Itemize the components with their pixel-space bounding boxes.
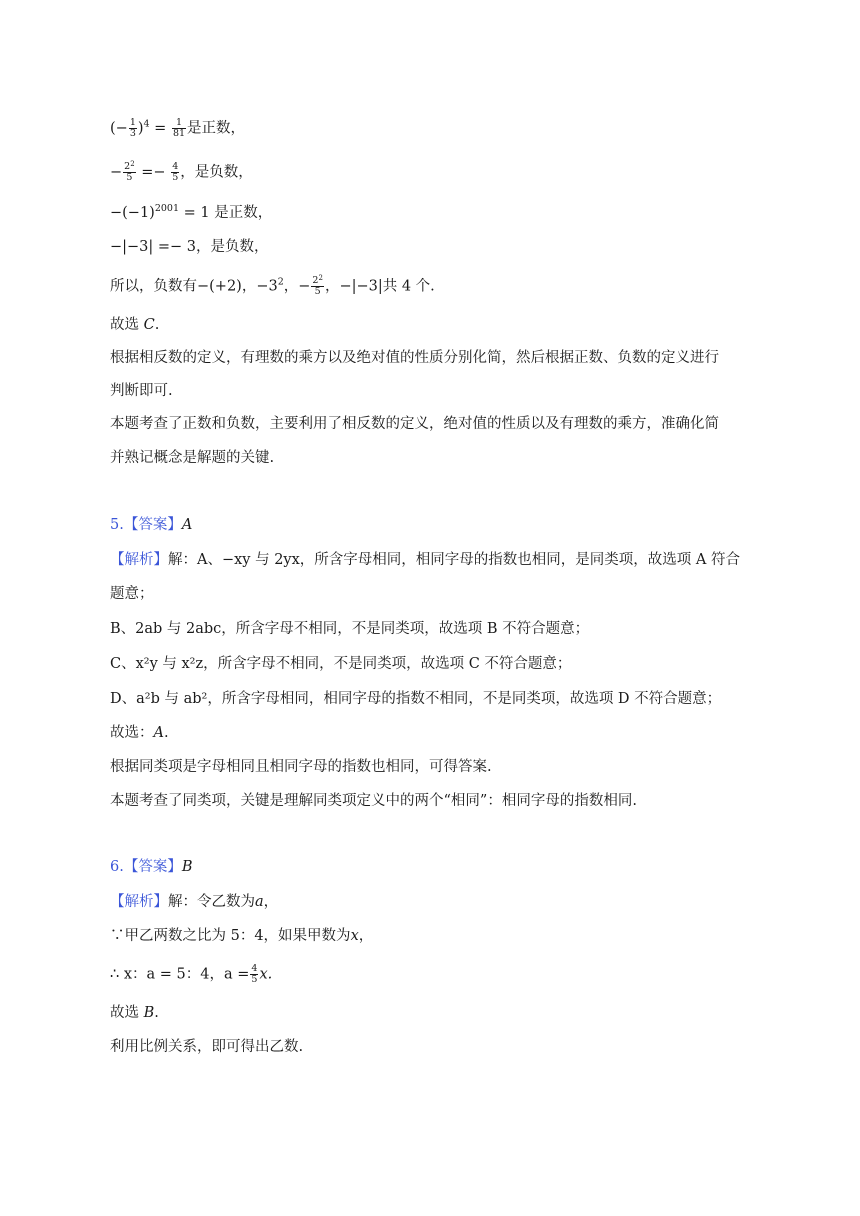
q6-answer-heading: 6.【答案】B <box>110 859 193 875</box>
fraction-four-fifths-2: $\frac{4}{5}$ <box>251 963 258 985</box>
q4-line-power: $-(-1)^{2001} = 1$ 是正数， <box>110 203 273 221</box>
fraction-four-fifths: $\frac{4}{5}$ <box>172 161 179 183</box>
q4-line-positive-fraction: (− $\frac{1}{3}$ )$^4$ = $\frac{1}{81}$ 是正数， <box>110 117 246 139</box>
q4-line-absolute: −|−3| =− 3，是负数， <box>110 239 269 255</box>
q5-analysis-option-d: D、a²b 与 ab²，所含字母相同，相同字母的指数不相同，不是同类项，故选项 D 不符合题意； <box>110 691 722 707</box>
q4-choice: 故选 C. <box>110 317 160 333</box>
fraction-one-third: $\frac{1}{3}$ <box>129 117 136 139</box>
q4-method-line-2: 判断即可. <box>110 383 173 399</box>
q6-method: 利用比例关系，即可得出乙数. <box>110 1039 304 1055</box>
fraction-two-squared-over-five: $\frac{2^2}{5}$ <box>124 160 135 183</box>
q5-method: 根据同类项是字母相同且相同字母的指数也相同，可得答案. <box>110 759 492 775</box>
q6-analysis-line-1: 【解析】解：令乙数为a， <box>110 894 279 910</box>
q5-analysis-option-a: 【解析】解：A、−xy 与 2yx，所含字母相同，相同字母的指数也相同，是同类项，故选项 A 符合 <box>110 552 740 568</box>
fraction-two-squared-over-five-2: $\frac{2^2}{5}$ <box>312 274 323 297</box>
q4-comment-line-1: 本题考查了正数和负数，主要利用了相反数的定义，绝对值的性质以及有理数的乘方，准确化简 <box>110 416 719 432</box>
q4-line-negative-fraction: − $\frac{2^2}{5}$ =− $\frac{4}{5}$ ，是负数， <box>110 160 253 183</box>
q5-analysis-option-a-cont: 题意； <box>110 586 154 602</box>
q6-analysis-line-2: ∵甲乙两数之比为 5：4，如果甲数为x， <box>110 928 374 944</box>
q4-comment-line-2: 并熟记概念是解题的关键. <box>110 450 275 466</box>
fraction-one-eightyone: $\frac{1}{81}$ <box>172 117 186 139</box>
q4-line-summary: 所以，负数有−(+2)，$-3^2$，− $\frac{2^2}{5}$ ，−|−3|共 4 个. <box>110 274 435 297</box>
q5-analysis-option-b: B、2ab 与 2abc，所含字母不相同，不是同类项，故选项 B 不符合题意； <box>110 621 590 637</box>
q5-comment: 本题考查了同类项，关键是理解同类项定义中的两个“相同”：相同字母的指数相同. <box>110 793 637 809</box>
q4-method-line-1: 根据相反数的定义，有理数的乘方以及绝对值的性质分别化简，然后根据正数、负数的定义进行 <box>110 350 719 366</box>
q5-answer-heading: 5.【答案】A <box>110 517 193 533</box>
q6-analysis-line-3: ∴ x：a = 5：4，a = $\frac{4}{5}$ x. <box>110 963 273 985</box>
q5-analysis-option-c: C、x²y 与 x²z，所含字母不相同，不是同类项，故选项 C 不符合题意； <box>110 656 572 672</box>
q6-choice: 故选 B. <box>110 1005 159 1021</box>
q5-choice: 故选：A. <box>110 725 169 741</box>
